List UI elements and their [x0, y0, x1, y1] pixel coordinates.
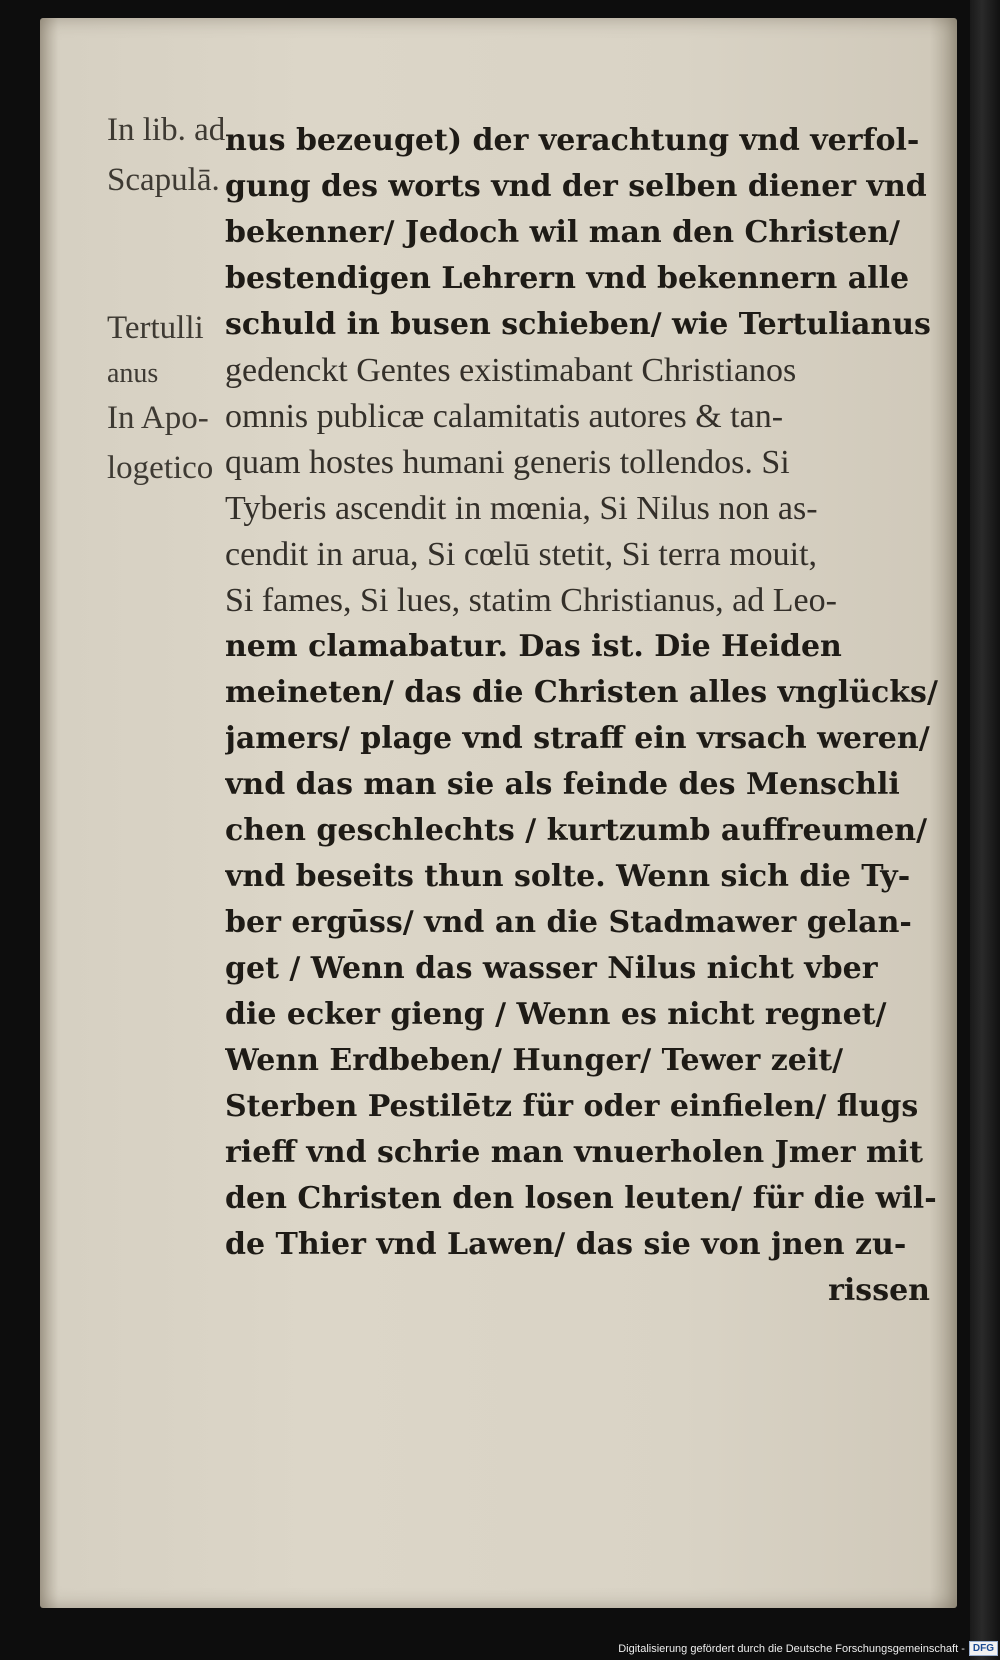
text-line: gung des worts vnd der selben diener vnd — [225, 169, 927, 204]
main-text-block — [225, 118, 940, 1314]
text-line: den Christen den losen leuten/ für die wil- — [225, 1181, 937, 1216]
margin-note-scapula: Scapulā. — [107, 162, 220, 198]
text-line: Tyberis ascendit in mœnia, Si Nilus non as- — [225, 490, 818, 527]
text-line: chen geschlechts / kurtzumb auffreumen/ — [225, 813, 928, 848]
margin-note-lib-ad: In lib. ad — [107, 112, 226, 148]
text-line: get / Wenn das wasser Nilus nicht vber — [225, 951, 878, 986]
text-line: omnis publicæ calamitatis autores & tan- — [225, 398, 784, 435]
credit-text: Digitalisierung gefördert durch die Deutsche Forschungsgemeinschaft - — [618, 1642, 965, 1655]
text-line: bestendigen Lehrern vnd bekennern alle — [225, 261, 910, 296]
text-line: nem clamabatur. Das ist. Die Heiden — [225, 629, 842, 664]
text-line: nus bezeuget) der verachtung vnd verfol- — [225, 123, 920, 158]
digitization-credit — [618, 1641, 998, 1656]
text-line: jamers/ plage vnd straff ein vrsach weren/ — [225, 721, 930, 756]
margin-note-tertulli: Tertulli — [107, 310, 204, 346]
margin-note-anus: anus — [107, 358, 159, 389]
dfg-logo: DFG — [969, 1641, 998, 1656]
book-spine — [970, 0, 1000, 1660]
text-line: Wenn Erdbeben/ Hunger/ Tewer zeit/ — [225, 1043, 844, 1078]
text-line: Sterben Pestilētz für oder einfielen/ flugs — [225, 1089, 919, 1124]
text-line: vnd beseits thun solte. Wenn sich die Ty- — [225, 859, 911, 894]
text-line: de Thier vnd Lawen/ das sie von jnen zu- — [225, 1227, 907, 1262]
text-line: ber ergūss/ vnd an die Stadmawer gelan- — [225, 905, 912, 940]
margin-note-in-apo: In Apo- — [107, 400, 209, 436]
text-line: rieff vnd schrie man vnuerholen Jmer mit — [225, 1135, 923, 1170]
text-line: meineten/ das die Christen alles vnglücks/ — [225, 675, 938, 710]
text-line: gedenckt Gentes existimabant Christianos — [225, 352, 797, 389]
text-line: quam hostes humani generis tollendos. Si — [225, 444, 790, 481]
text-line: die ecker gieng / Wenn es nicht regnet/ — [225, 997, 887, 1032]
text-line: bekenner/ Jedoch wil man den Christen/ — [225, 215, 900, 250]
catchword: rissen — [828, 1273, 930, 1308]
text-line: Si fames, Si lues, statim Christianus, ad Leo- — [225, 582, 837, 619]
text-line: vnd das man sie als feinde des Menschli — [225, 767, 900, 802]
text-line: schuld in busen schieben/ wie Tertulianus — [225, 307, 931, 342]
margin-note-logetico: logetico — [107, 450, 214, 486]
text-line: cendit in arua, Si cœlū stetit, Si terra mouit, — [225, 536, 818, 573]
